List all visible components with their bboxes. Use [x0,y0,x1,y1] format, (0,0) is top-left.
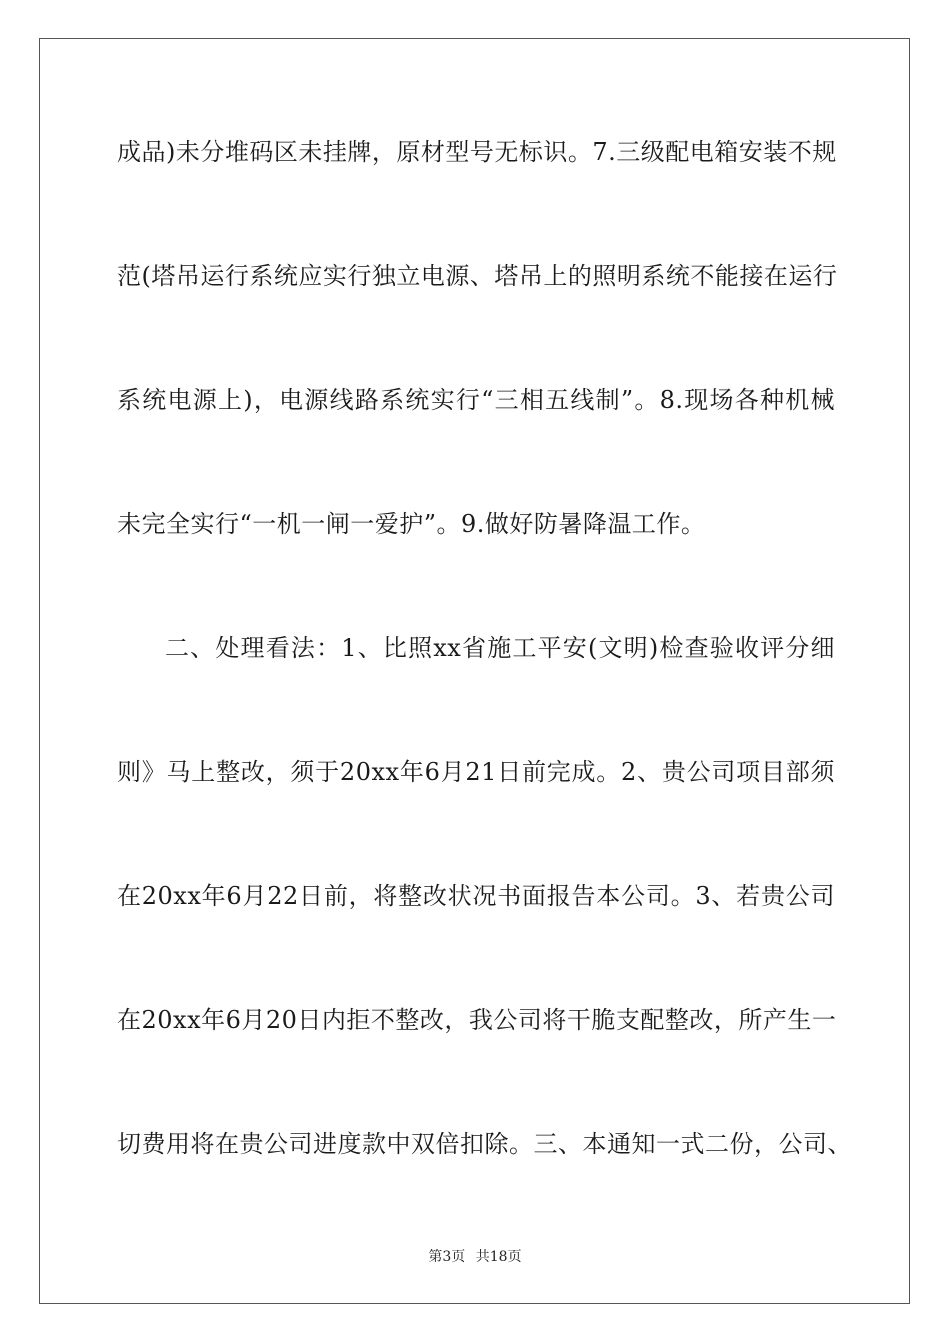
body-line-3: 系统电源上)，电源线路系统实行“三相五线制”。8.现场各种机械 [117,386,835,414]
page-border [39,38,910,1304]
body-line-2: 范(塔吊运行系统应实行独立电源、塔吊上的照明系统不能接在运行 [117,262,838,290]
page-number: 第3页 [428,1249,466,1265]
total-pages: 共18页 [475,1249,522,1265]
body-line-7: 在20xx年6月22日前，将整改状况书面报告本公司。3、若贵公司 [117,882,835,910]
page-footer [0,1248,950,1266]
body-line-1: 成品)未分堆码区未挂牌，原材型号无标识。7.三级配电箱安装不规 [117,138,837,166]
body-line-6: 则》马上整改，须于20xx年6月21日前完成。2、贵公司项目部须 [117,758,835,786]
body-line-8: 在20xx年6月20日内拒不整改，我公司将干脆支配整改，所产生一 [117,1006,837,1034]
body-line-9: 切费用将在贵公司进度款中双倍扣除。三、本通知一式二份，公司、 [117,1130,852,1158]
body-line-5: 二、处理看法：1、比照xx省施工平安(文明)检查验收评分细 [165,634,835,662]
body-line-4: 未完全实行“一机一闸一爱护”。9.做好防暑降温工作。 [117,510,706,538]
